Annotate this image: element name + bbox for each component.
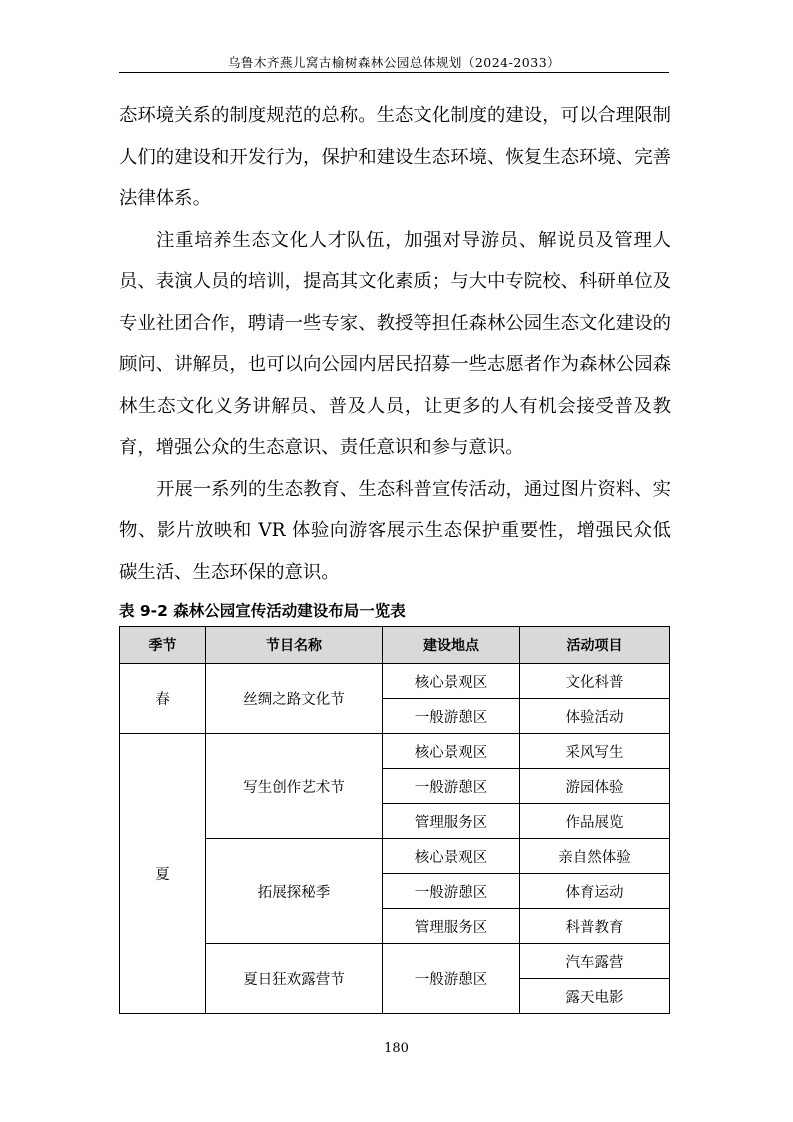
program-cell: 夏日狂欢露营节 bbox=[206, 944, 383, 1014]
activity-cell: 科普教育 bbox=[520, 909, 670, 944]
location-cell: 一般游憩区 bbox=[383, 699, 520, 734]
column-header: 活动项目 bbox=[520, 627, 670, 664]
paragraph: 开展一系列的生态教育、生态科普宣传活动，通过图片资料、实物、影片放映和 VR 体验向游客展示生态保护重要性，增强民众低碳生活、生态环保的意识。 bbox=[119, 478, 671, 583]
program-cell: 拓展探秘季 bbox=[206, 839, 383, 944]
activity-cell: 露天电影 bbox=[520, 979, 670, 1014]
location-cell: 核心景观区 bbox=[383, 664, 520, 699]
location-cell: 管理服务区 bbox=[383, 909, 520, 944]
paragraph: 注重培养生态文化人才队伍，加强对导游员、解说员及管理人员、表演人员的培训，提高其文化素质；与大中专院校、科研单位及专业社团合作，聘请一些专家、教授等担任森林公园生态文化建设的顾问、讲解员，也可以向公园内居民招募一些志愿者作为森林公园森林生态文化义务讲解员、普及人员，让更多的人有机会接受普及教育，增强公众的生态意识、责任意识和参与意识。 bbox=[119, 229, 671, 458]
page-number: 180 bbox=[384, 1041, 409, 1056]
column-header: 建设地点 bbox=[383, 627, 520, 664]
location-cell: 核心景观区 bbox=[383, 734, 520, 769]
location-cell: 一般游憩区 bbox=[383, 769, 520, 804]
activity-table bbox=[119, 626, 670, 1014]
paragraph: 态环境关系的制度规范的总称。生态文化制度的建设，可以合理限制人们的建设和开发行为，保护和建设生态环境、恢复生态环境、完善法律体系。 bbox=[119, 105, 671, 209]
table-row bbox=[120, 734, 670, 769]
location-cell: 管理服务区 bbox=[383, 804, 520, 839]
season-cell: 春 bbox=[120, 664, 206, 734]
table-row bbox=[120, 664, 670, 699]
header-rule bbox=[119, 72, 669, 73]
activity-cell: 采风写生 bbox=[520, 734, 670, 769]
location-cell: 一般游憩区 bbox=[383, 874, 520, 909]
activity-cell: 汽车露营 bbox=[520, 944, 670, 979]
season-cell: 夏 bbox=[120, 734, 206, 1014]
location-cell: 一般游憩区 bbox=[383, 944, 520, 1014]
table-header-row bbox=[120, 627, 670, 664]
location-cell: 核心景观区 bbox=[383, 839, 520, 874]
body-text bbox=[119, 95, 671, 593]
column-header: 节目名称 bbox=[206, 627, 383, 664]
program-cell: 写生创作艺术节 bbox=[206, 734, 383, 839]
program-cell: 丝绸之路文化节 bbox=[206, 664, 383, 734]
column-header: 季节 bbox=[120, 627, 206, 664]
activity-cell: 文化科普 bbox=[520, 664, 670, 699]
page-header: 乌鲁木齐燕儿窝古榆树森林公园总体规划（2024-2033） bbox=[227, 55, 561, 70]
activity-cell: 游园体验 bbox=[520, 769, 670, 804]
table-caption: 表 9-2 森林公园宣传活动建设布局一览表 bbox=[119, 602, 406, 620]
activity-cell: 亲自然体验 bbox=[520, 839, 670, 874]
activity-cell: 体验活动 bbox=[520, 699, 670, 734]
activity-cell: 体育运动 bbox=[520, 874, 670, 909]
activity-cell: 作品展览 bbox=[520, 804, 670, 839]
